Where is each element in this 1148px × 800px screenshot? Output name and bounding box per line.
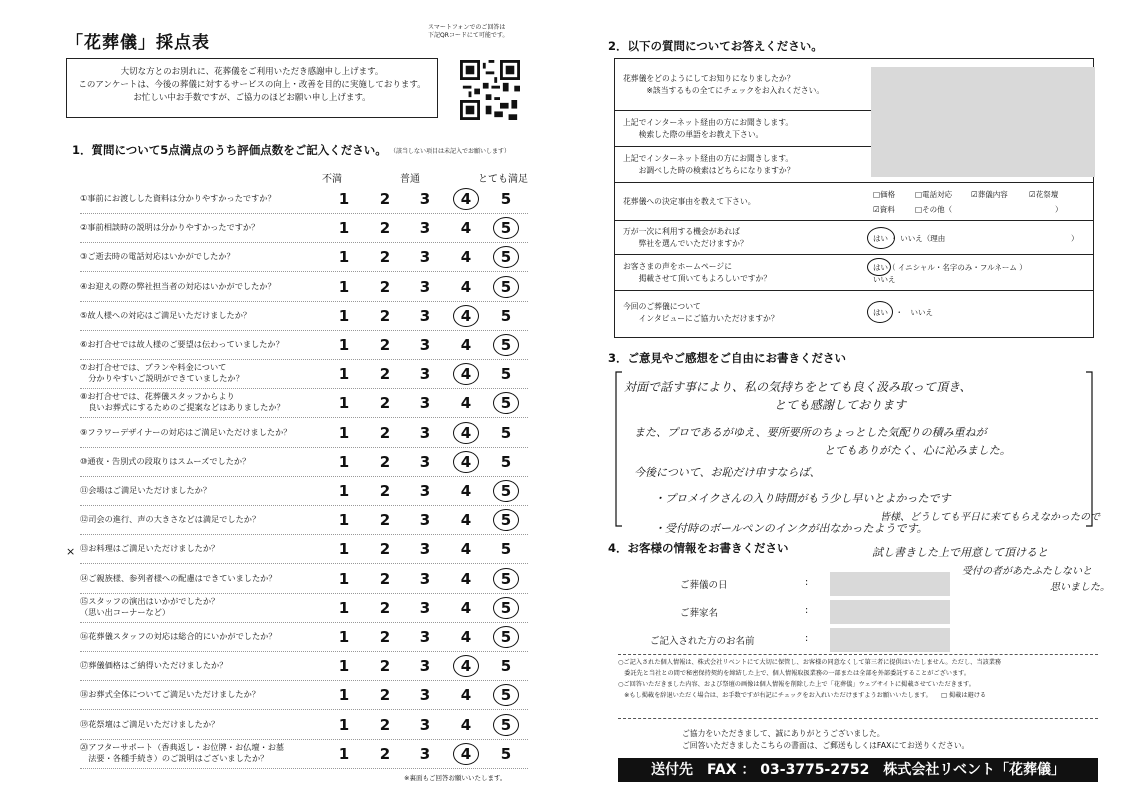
question-row [80, 624, 530, 652]
score-option-2[interactable]: 2 [379, 190, 391, 208]
score-option-1[interactable]: 1 [338, 336, 350, 354]
score-option-5[interactable]: 5 [500, 365, 512, 384]
row-divider [80, 534, 528, 535]
feedback-line: ・受付時のボールペンのインクが出なかったようです。 [654, 522, 928, 535]
score-option-5[interactable]: 5 [500, 306, 512, 325]
divider [618, 718, 1098, 719]
question-row [80, 712, 530, 740]
question-text: ⑱お葬式全体についてご満足いただけましたか？ [80, 689, 260, 700]
score-option-3[interactable]: 3 [419, 598, 431, 617]
reuse-answer[interactable]: はい ・ いいえ（理由 [873, 234, 946, 243]
score-option-3[interactable]: 3 [419, 744, 431, 763]
source-row: 花葬儀をどのようにしてお知りになりましたか？ ※該当するもの全てにチェックをお入れください。 [615, 59, 1093, 111]
question-row [80, 244, 530, 272]
question-text: ⑰葬儀価格はご納得いただけましたか？ [80, 660, 228, 671]
score-option-4[interactable]: 4 [460, 248, 472, 267]
score-option-3[interactable]: 3 [419, 628, 431, 646]
score-circle [453, 422, 479, 444]
score-option-1[interactable]: 1 [338, 394, 350, 413]
score-option-2[interactable]: 2 [379, 394, 391, 413]
score-option-3[interactable]: 3 [419, 219, 431, 238]
score-circle [493, 714, 519, 736]
intro-box: 大切な方とのお別れに、花葬儀をご利用いただき感謝申し上げます。 このアンケートは、今後の葬儀に対するサービスの向上・改善を目的に実施しております。 お忙しい中お手数ですが、ご協力のほどお願い申し上げます。 [66, 58, 438, 118]
score-option-3[interactable]: 3 [419, 482, 431, 500]
decision-reason-row: 花葬儀への決定事由を教えて下さい。 □価格 □電話対応 ☑葬儀内容 ☑花祭壇 ☑資料 □その他（ ） [615, 183, 1093, 221]
score-option-4[interactable]: 4 [460, 336, 472, 354]
score-option-4[interactable]: 4 [460, 219, 472, 238]
question-row [80, 449, 530, 477]
score-option-1[interactable]: 1 [338, 715, 350, 734]
score-option-1[interactable]: 1 [338, 219, 350, 238]
x-mark: × [66, 545, 76, 558]
row-divider [80, 301, 528, 302]
score-option-1[interactable]: 1 [338, 569, 350, 588]
score-option-3[interactable]: 3 [419, 657, 431, 676]
question-text: ⑫司会の進行、声の大きさなどは満足でしたか？ [80, 514, 261, 525]
question-row [80, 303, 530, 331]
score-option-5[interactable]: 5 [500, 190, 512, 208]
thanks-note: ご協力をいただきまして、誠にありがとうございました。 ご回答いただきましたこちらの書面は、ご郵送もしくはFAXにてお送りください。 [682, 729, 970, 750]
score-option-2[interactable]: 2 [379, 511, 391, 530]
row-divider [80, 271, 528, 272]
family-name-field: ご葬家名 : [620, 600, 950, 624]
section2-table [614, 58, 1094, 338]
row-divider [80, 680, 528, 681]
score-circle [493, 597, 519, 619]
score-option-4[interactable]: 4 [460, 628, 472, 646]
score-circle [493, 509, 519, 531]
score-option-1[interactable]: 1 [338, 365, 350, 384]
score-option-5[interactable]: 5 [500, 336, 512, 354]
score-option-2[interactable]: 2 [379, 219, 391, 238]
score-option-2[interactable]: 2 [379, 686, 391, 705]
row-divider [80, 330, 528, 331]
publish-answer[interactable]: はい（ イニシャル・名字のみ・フルネーム ） [873, 263, 1027, 272]
row-divider [80, 709, 528, 710]
interview-answer[interactable]: はい ・ いいえ [873, 308, 933, 317]
scale-label-high: とても満足 [478, 174, 528, 185]
question-text: ⑮スタッフの演出はいかがでしたか？ （思い出コーナーなど） [80, 595, 220, 617]
question-row [80, 215, 530, 243]
feedback-line: とても感謝しております [774, 398, 907, 412]
feedback-line: 対面で話す事により、私の気持ちをとても良く汲み取って頂き、 [624, 380, 972, 394]
feedback-line: ・プロメイクさんの入り時間がもう少し早いとよかったです [654, 492, 951, 505]
score-option-1[interactable]: 1 [338, 248, 350, 267]
score-option-3[interactable]: 3 [419, 452, 431, 471]
score-option-3[interactable]: 3 [419, 190, 431, 208]
score-option-1[interactable]: 1 [338, 540, 350, 559]
row-divider [80, 505, 528, 506]
row-divider [80, 651, 528, 652]
score-option-5[interactable]: 5 [500, 248, 512, 267]
score-option-1[interactable]: 1 [338, 657, 350, 676]
score-option-3[interactable]: 3 [419, 715, 431, 734]
score-circle [493, 568, 519, 590]
score-option-3[interactable]: 3 [419, 306, 431, 325]
question-text: ⑤故人様への対応はご満足いただけましたか？ [80, 309, 252, 320]
score-circle [493, 217, 519, 239]
score-option-3[interactable]: 3 [419, 540, 431, 559]
score-option-4[interactable]: 4 [460, 277, 472, 296]
score-option-2[interactable]: 2 [379, 336, 391, 354]
score-option-1[interactable]: 1 [338, 511, 350, 530]
question-row [80, 536, 530, 564]
score-circle [453, 188, 479, 210]
question-row [80, 361, 530, 389]
score-option-2[interactable]: 2 [379, 628, 391, 646]
page-title: 「花葬儀」採点表 [66, 33, 210, 53]
smartphone-note: スマートフォンでのご回答は 下記QRコードにて可能です。 [428, 24, 509, 39]
score-option-3[interactable]: 3 [419, 511, 431, 530]
question-text: ⑦お打合せでは、プランや料金について 分かりやすいご説明ができていましたか？ [80, 362, 244, 384]
feedback-line: 今後について、お恥だけ申すならば、 [634, 466, 821, 479]
score-circle [493, 626, 519, 648]
score-circle [453, 363, 479, 385]
score-option-1[interactable]: 1 [338, 482, 350, 500]
score-option-5[interactable]: 5 [500, 423, 512, 442]
score-option-4[interactable]: 4 [460, 190, 472, 208]
row-divider [80, 622, 528, 623]
score-circle [493, 684, 519, 706]
score-option-2[interactable]: 2 [379, 569, 391, 588]
funeral-date-field: ご葬儀の日 : [620, 572, 950, 596]
question-row [80, 741, 530, 769]
search-engine-row: 上記でインターネット経由の方にお聞きします。 お調べした時の検索はどちらになりますか？ [615, 147, 1093, 183]
feedback-line: また、プロであるがゆえ、要所要所のちょっとした気配りの積み重ねが [634, 426, 987, 439]
score-option-4[interactable]: 4 [460, 540, 472, 559]
question-text: ⑭ご親族様、参列者様への配慮はできていましたか？ [80, 572, 277, 583]
score-option-2[interactable]: 2 [379, 306, 391, 325]
score-circle [453, 451, 479, 473]
score-option-4[interactable]: 4 [460, 715, 472, 734]
question-row [80, 332, 530, 360]
row-divider [80, 593, 528, 594]
section1-note: （該当しない項目は未記入でお願いします） [390, 148, 511, 155]
feedback-line: とてもありがたく、心に沁みました。 [824, 444, 1011, 457]
score-circle [453, 655, 479, 677]
score-option-5[interactable]: 5 [500, 715, 512, 734]
score-option-2[interactable]: 2 [379, 365, 391, 384]
yes-circle [867, 301, 893, 323]
yes-circle [867, 227, 895, 249]
score-option-5[interactable]: 5 [500, 511, 512, 530]
score-option-1[interactable]: 1 [338, 277, 350, 296]
score-option-3[interactable]: 3 [419, 277, 431, 296]
back-page-note: ※裏面もご回答お願いいたします。 [404, 774, 507, 782]
section3-heading: 3．ご意見やご感想をご自由にお書きください [608, 351, 846, 365]
question-text: ⑬お料理はご満足いただけましたか？ [80, 543, 220, 554]
score-circle [493, 334, 519, 356]
option-price[interactable]: □価格 [873, 190, 896, 199]
section4-heading: 4．お客様の情報をお書きください [608, 541, 789, 555]
question-text: ⑥お打合せでは故人様のご要望は伝わっていましたか？ [80, 339, 284, 349]
score-option-2[interactable]: 2 [379, 657, 391, 676]
score-option-3[interactable]: 3 [419, 569, 431, 588]
question-text: ⑩通夜・告別式の段取りはスムーズでしたか？ [80, 455, 251, 466]
score-option-4[interactable]: 4 [460, 365, 472, 384]
score-option-2[interactable]: 2 [379, 598, 391, 617]
question-text: ⑧お打合せでは、花葬儀スタッフからより 良いお葬式にするためのご提案などはありましたか？ [80, 391, 285, 413]
row-divider [80, 768, 528, 769]
question-text: ⑪会場はご満足いただけましたか？ [80, 485, 212, 495]
option-other-close: ） [1055, 205, 1063, 214]
score-option-3[interactable]: 3 [419, 394, 431, 413]
section1-heading: 1．質問について5点満点のうち評価点数をご記入ください。 [72, 143, 387, 157]
feedback-line: 試し書きした上で用意して頂けると [872, 546, 1048, 559]
score-circle [493, 392, 519, 414]
feedback-line: 皆様、どうしても平日に来てもらえなかったので [880, 512, 1100, 523]
question-row [80, 274, 530, 302]
question-row [80, 566, 530, 594]
question-text: ⑨フラワーデザイナーの対応はご満足いただけましたか？ [80, 426, 292, 437]
feedback-line: 受付の者があたふたしないと [962, 566, 1092, 577]
reuse-row: 万が一次に利用する機会があれば 弊社を選んでいただけますか？ はい ・ いいえ（理由 ） [615, 221, 1093, 255]
question-row [80, 390, 530, 418]
option-material[interactable]: ☑資料 [873, 205, 895, 214]
option-flower-altar[interactable]: ☑花祭壇 [1029, 190, 1059, 199]
score-option-4[interactable]: 4 [460, 569, 472, 588]
row-divider [80, 388, 528, 389]
question-row [80, 478, 530, 506]
redacted-area [830, 600, 950, 624]
score-option-2[interactable]: 2 [379, 277, 391, 296]
question-text: ⑳アフターサポート（香典返し・お位牌・お仏壇・お墓 法要・各種手続き）のご説明はございましたか？ [80, 741, 285, 763]
score-option-5[interactable]: 5 [500, 277, 512, 296]
row-divider [80, 213, 528, 214]
question-row [80, 507, 530, 535]
score-option-5[interactable]: 5 [500, 452, 512, 471]
question-row [80, 420, 530, 448]
score-option-3[interactable]: 3 [419, 423, 431, 442]
option-other[interactable]: □その他（ [915, 205, 953, 214]
score-option-4[interactable]: 4 [460, 744, 472, 763]
score-option-4[interactable]: 4 [460, 306, 472, 325]
score-option-3[interactable]: 3 [419, 248, 431, 267]
score-option-1[interactable]: 1 [338, 190, 350, 208]
yes-circle [867, 258, 891, 276]
question-text: ①事前にお渡しした資料は分かりやすかったですか？ [80, 193, 276, 203]
publish-answer-no[interactable]: いいえ [873, 275, 896, 284]
score-circle [453, 743, 479, 765]
score-option-2[interactable]: 2 [379, 482, 391, 500]
row-divider [80, 563, 528, 564]
score-option-1[interactable]: 1 [338, 452, 350, 471]
score-option-5[interactable]: 5 [500, 686, 512, 705]
score-option-2[interactable]: 2 [379, 744, 391, 763]
score-option-2[interactable]: 2 [379, 423, 391, 442]
qr-code-icon [460, 60, 520, 120]
scale-label-low: 不満 [322, 174, 342, 185]
score-option-5[interactable]: 5 [500, 628, 512, 646]
score-option-1[interactable]: 1 [338, 423, 350, 442]
question-text: ④お迎えの際の弊社担当者の対応はいかがでしたか？ [80, 280, 276, 291]
option-content[interactable]: ☑葬儀内容 [971, 190, 1008, 199]
privacy-notice: ○ご記入された個人情報は、株式会社リベントにて大切に保管し、お客様の同意なくして第三者に提供はいたしません。ただし、当該業務 委託先と当社との間で秘密保持契約を締結した上で、個人情報取扱業務の一部または全部を外部委託することがございます。 ○ご回答いただきました内容、および祭壇の画像は個人情報を削除した上で「花葬儀」ウェブサイトに掲載させていただきます。 ※もし掲載を辞退いただく場合は、お手数ですが右記にチェックをお入れいただけますようお願いいたします。 □ 掲載は避ける [618, 659, 1002, 699]
score-option-5[interactable]: 5 [500, 657, 512, 676]
publish-row: お客さまの声をホームページに 掲載させて頂いてもよろしいですか？ はい（ イニシャル・名字のみ・フルネーム ） いいえ [615, 255, 1093, 291]
row-divider [80, 447, 528, 448]
option-phone[interactable]: □電話対応 [915, 190, 953, 199]
score-option-4[interactable]: 4 [460, 511, 472, 530]
search-word-row: 上記でインターネット経由の方にお聞きします。 検索した際の単語をお教え下さい。 [615, 111, 1093, 147]
score-circle [493, 246, 519, 268]
question-row [80, 595, 530, 623]
redacted-area [871, 67, 1095, 111]
row-divider [80, 359, 528, 360]
question-text: ③ご逝去時の電話対応はいかがでしたか？ [80, 251, 235, 262]
score-option-3[interactable]: 3 [419, 336, 431, 354]
score-option-5[interactable]: 5 [500, 219, 512, 238]
question-text: ⑯花葬儀スタッフの対応は総合的にいかがでしたか？ [80, 631, 277, 641]
redacted-area [871, 147, 1095, 177]
score-option-4[interactable]: 4 [460, 598, 472, 617]
redacted-area [871, 111, 1095, 147]
score-circle [453, 305, 479, 327]
score-option-5[interactable]: 5 [500, 569, 512, 588]
score-option-1[interactable]: 1 [338, 598, 350, 617]
score-circle [493, 480, 519, 502]
score-option-2[interactable]: 2 [379, 452, 391, 471]
score-option-4[interactable]: 4 [460, 657, 472, 676]
row-divider [80, 242, 528, 243]
score-option-5[interactable]: 5 [500, 744, 512, 763]
interview-row: 今回のご葬儀について インタビューにご協力いただけますか？ はい ・ いいえ [623, 302, 933, 323]
score-option-4[interactable]: 4 [460, 686, 472, 705]
score-option-5[interactable]: 5 [500, 598, 512, 617]
redacted-area [830, 572, 950, 596]
question-row [80, 653, 530, 681]
row-divider [80, 476, 528, 477]
score-option-4[interactable]: 4 [460, 452, 472, 471]
score-option-1[interactable]: 1 [338, 628, 350, 646]
feedback-line: 思いました。 [1050, 582, 1110, 593]
fax-banner: 送付先 FAX ： 03-3775-2752 株式会社リベント「花葬儀」 [618, 758, 1098, 782]
divider [618, 654, 1098, 655]
redacted-area [830, 628, 950, 652]
question-row [80, 186, 530, 214]
score-option-2[interactable]: 2 [379, 248, 391, 267]
score-option-4[interactable]: 4 [460, 394, 472, 413]
score-option-1[interactable]: 1 [338, 686, 350, 705]
score-option-2[interactable]: 2 [379, 540, 391, 559]
scale-label-mid: 普通 [400, 174, 420, 185]
score-option-4[interactable]: 4 [460, 482, 472, 500]
question-text: ②事前相談時の説明は分かりやすかったですか？ [80, 222, 260, 233]
score-option-1[interactable]: 1 [338, 306, 350, 325]
score-option-3[interactable]: 3 [419, 365, 431, 384]
score-option-2[interactable]: 2 [379, 715, 391, 734]
score-option-5[interactable]: 5 [500, 394, 512, 413]
score-option-1[interactable]: 1 [338, 744, 350, 763]
row-divider [80, 417, 528, 418]
author-name-field: ご記入された方のお名前 : [620, 628, 950, 652]
score-option-5[interactable]: 5 [500, 540, 512, 559]
section2-heading: 2．以下の質問についてお答えください。 [608, 39, 823, 53]
question-text: ⑲花祭壇はご満足いただけましたか？ [80, 718, 220, 729]
question-row [80, 682, 530, 710]
score-option-4[interactable]: 4 [460, 423, 472, 442]
reuse-answer-close: ） [1071, 234, 1079, 243]
row-divider [80, 739, 528, 740]
score-option-5[interactable]: 5 [500, 482, 512, 500]
score-option-3[interactable]: 3 [419, 686, 431, 705]
score-circle [493, 276, 519, 298]
